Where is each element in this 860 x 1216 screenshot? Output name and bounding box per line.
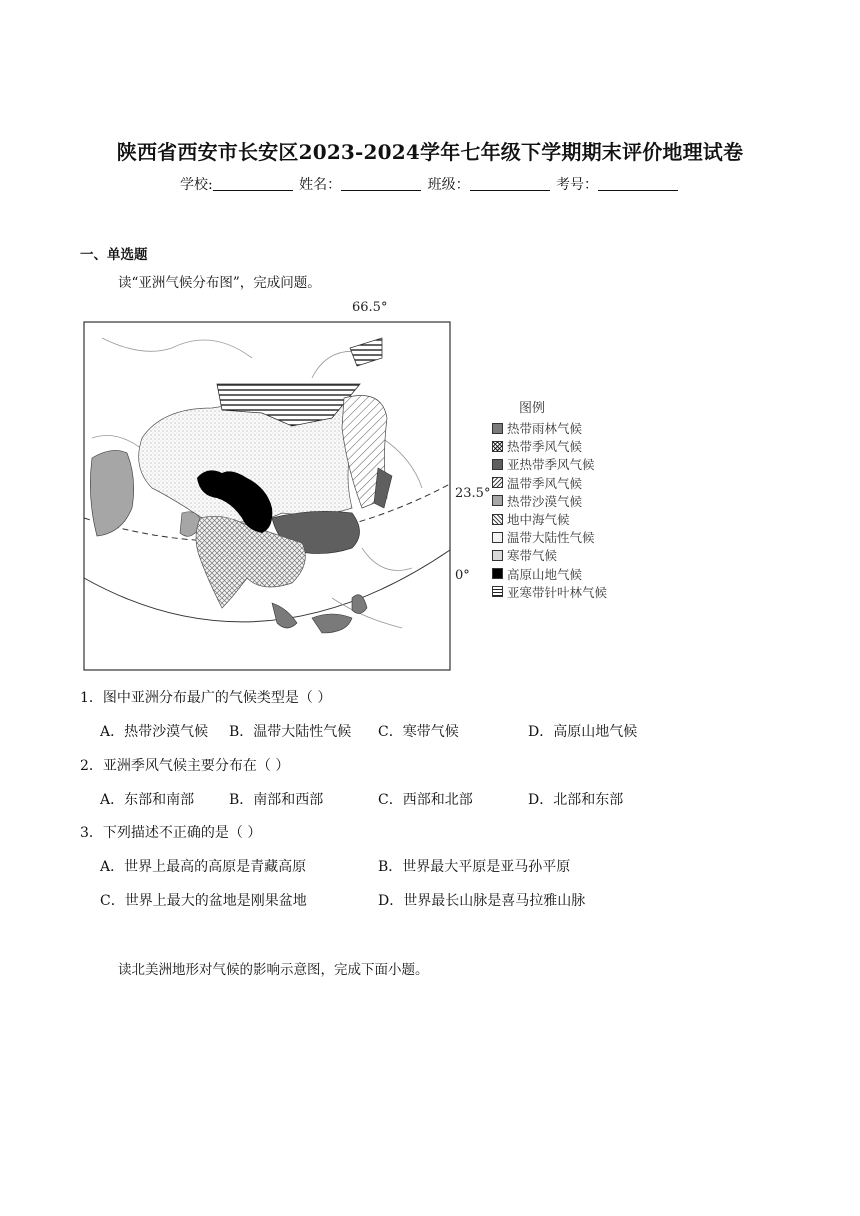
legend-label: 热带季风气候 [507, 439, 583, 455]
question-2-option-a[interactable]: A．东部和南部 [100, 792, 195, 808]
legend-item [492, 437, 607, 455]
question-2-option-c[interactable]: C．西部和北部 [378, 792, 473, 808]
legend-swatch [492, 514, 503, 525]
question-3-option-b[interactable]: B．世界最大平原是亚马孙平原 [378, 859, 571, 875]
legend-label: 热带沙漠气候 [507, 493, 583, 509]
legend-label: 地中海气候 [507, 512, 570, 528]
legend-item [492, 565, 607, 583]
legend-label: 温带季风气候 [507, 475, 583, 491]
legend-swatch [492, 568, 503, 579]
legend-swatch [492, 495, 503, 506]
legend-swatch [492, 423, 503, 434]
page-title: 陕西省西安市长安区2023-2024学年七年级下学期期末评价地理试卷 [116, 140, 744, 164]
class-label: 班级： [427, 177, 470, 193]
question-1-option-d[interactable]: D．高原山地气候 [528, 724, 638, 740]
legend-title: 图例 [519, 401, 546, 416]
school-blank[interactable] [213, 176, 293, 191]
section-heading: 一、单选题 [80, 247, 148, 263]
legend-item [492, 528, 607, 546]
question-1-option-c[interactable]: C．寒带气候 [378, 724, 459, 740]
legend-label: 高原山地气候 [507, 566, 583, 582]
latitude-label-tropic: 23.5° [455, 486, 491, 501]
legend-swatch [492, 532, 503, 543]
name-blank[interactable] [341, 176, 421, 191]
question-2-stem: 2．亚洲季风气候主要分布在（ ） [80, 758, 290, 774]
school-label: 学校: [179, 177, 213, 193]
legend-item [492, 546, 607, 564]
name-label: 姓名： [299, 177, 342, 193]
question-1-option-b[interactable]: B．温带大陆性气候 [229, 724, 352, 740]
legend-label: 亚热带季风气候 [507, 457, 595, 473]
intro-text: 读“亚洲气候分布图”，完成问题。 [118, 275, 321, 291]
legend-item [492, 419, 607, 437]
class-blank[interactable] [470, 176, 550, 191]
legend-swatch [492, 550, 503, 561]
asia-climate-map [82, 318, 457, 674]
legend-label: 热带雨林气候 [507, 421, 583, 437]
legend-label: 温带大陆性气候 [507, 530, 595, 546]
number-label: 考号： [556, 177, 599, 193]
legend-swatch [492, 586, 503, 597]
legend-item [492, 455, 607, 473]
question-3-stem: 3．下列描述不正确的是（ ） [80, 825, 262, 841]
legend-label: 寒带气候 [507, 548, 558, 564]
number-blank[interactable] [598, 176, 678, 191]
legend-item [492, 474, 607, 492]
question-3-option-a[interactable]: A．世界上最高的高原是青藏高原 [100, 859, 307, 875]
legend-item [492, 492, 607, 510]
legend-item [492, 510, 607, 528]
question-1-option-a[interactable]: A．热带沙漠气候 [100, 724, 209, 740]
question-3-option-c[interactable]: C．世界上最大的盆地是刚果盆地 [100, 893, 307, 909]
legend-swatch [492, 441, 503, 452]
question-3-option-d[interactable]: D．世界最长山脉是喜马拉雅山脉 [378, 893, 586, 909]
legend-swatch [492, 459, 503, 470]
legend-item [492, 583, 607, 601]
legend-swatch [492, 477, 503, 488]
legend-label: 亚寒带针叶林气候 [507, 584, 608, 600]
question-2-option-b[interactable]: B．南部和西部 [229, 792, 324, 808]
question-2-option-d[interactable]: D．北部和东部 [528, 792, 624, 808]
latitude-label-equator: 0° [455, 568, 470, 583]
question-1-stem: 1．图中亚洲分布最广的气候类型是（ ） [80, 690, 332, 706]
intro-text-2: 读北美洲地形对气候的影响示意图，完成下面小题。 [118, 962, 429, 978]
latitude-label-arctic: 66.5° [352, 300, 388, 315]
student-info-line [0, 174, 860, 194]
map-legend [492, 419, 607, 601]
